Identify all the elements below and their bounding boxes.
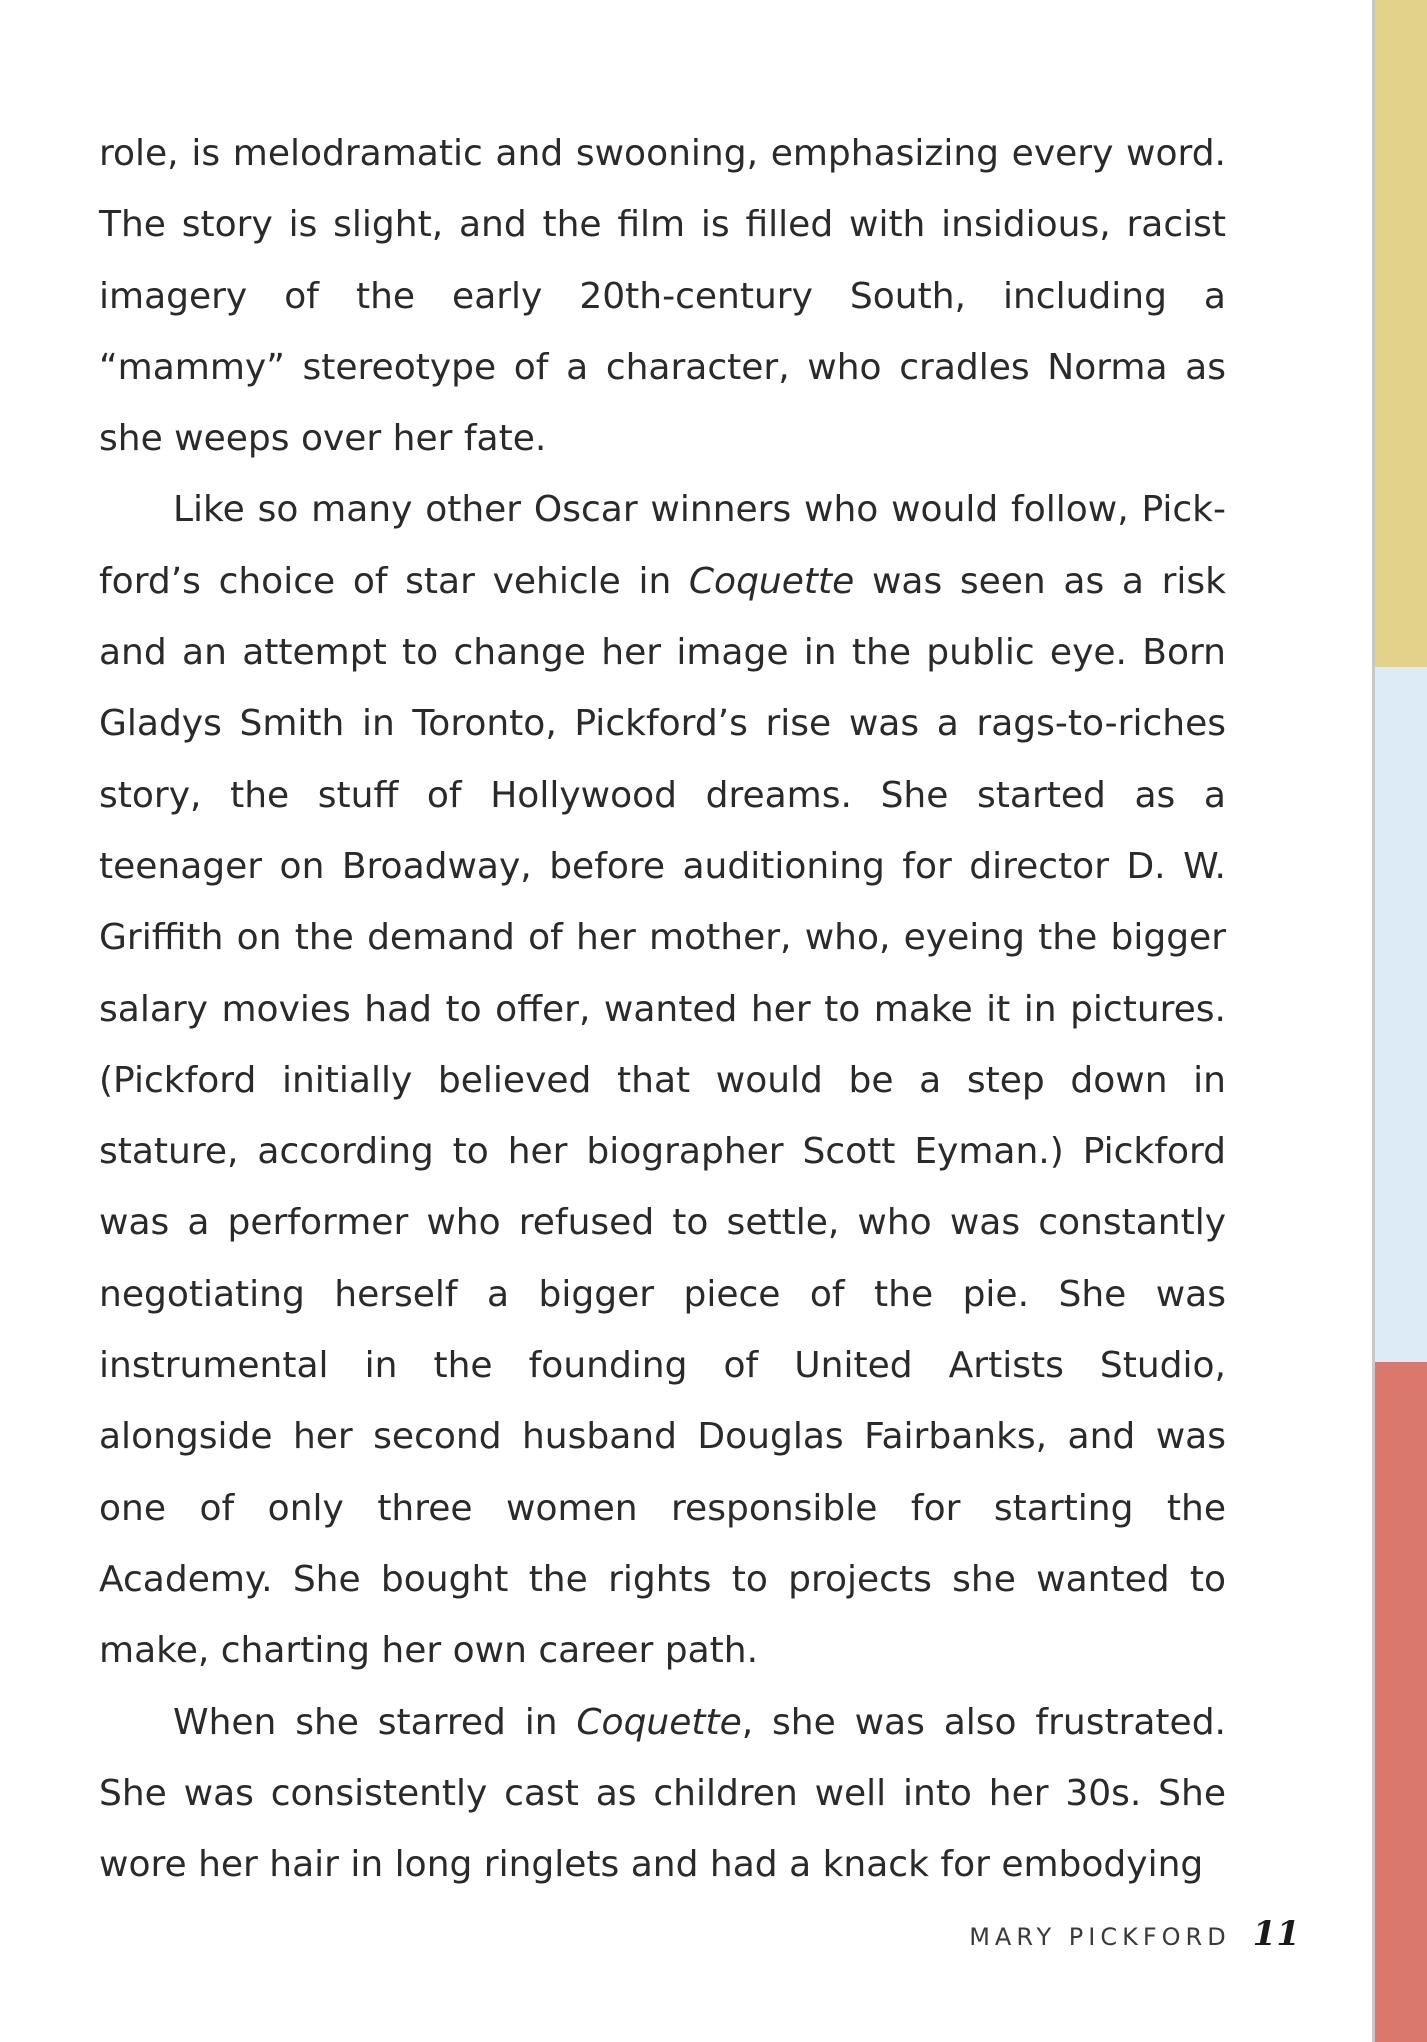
text-run: role, is melodramatic and swooning, emphasizing every word. The story is slight, and the film is filled with insidious, racist imagery of the early 20th-century South, including a “mammy” stereotype of a character, who cradles Norma as she weeps over her fate. (99, 133, 1226, 460)
paragraph (99, 1687, 1226, 1901)
running-head: MARY PICKFORD (969, 1923, 1231, 1951)
paragraph (99, 474, 1226, 1686)
text-run: When she starred in (173, 1701, 577, 1743)
body-text (99, 118, 1226, 1900)
page-number: 11 (1252, 1914, 1300, 1954)
text-run: Like so many other Oscar winners who would follow, Pickford’s choice of star vehicle in (99, 489, 1226, 602)
text-run: , she was also frustrated. She was consistently cast as children well into her 30s. She wore her hair in long ringlets and had a knack for embodying (99, 1701, 1226, 1886)
edge-tab-blue (1375, 667, 1427, 1362)
paragraph (99, 118, 1226, 474)
italic-title: Coquette (688, 560, 855, 602)
page-footer (860, 1914, 1300, 1974)
edge-tab-red (1375, 1362, 1427, 2042)
text-run: was seen as a risk and an attempt to change her image in the public eye. Born Gladys Smith in Toronto, Pickford’s rise was a rags-to-riches story, the stuff of Hollywood dreams. She started as a teenager on Broadway, before auditioning for director D. W. Griffith on the demand of her mother, who, eyeing the bigger salary movies had to offer, wanted her to make it in pictures. (Pickford initially believed that would be a step down in stature, according to her biographer Scott Eyman.) Pickford was a performer who refused to settle, who was constantly negotiating herself a bigger piece of the pie. She was instrumental in the founding of United Artists Studio, alongside her second husband Douglas Fairbanks, and was one of only three women responsible for starting the Academy. She bought the rights to projects she wanted to make, charting her own career path. (99, 560, 1226, 1672)
italic-title: Coquette (576, 1701, 742, 1743)
edge-tab-yellow (1375, 0, 1427, 667)
